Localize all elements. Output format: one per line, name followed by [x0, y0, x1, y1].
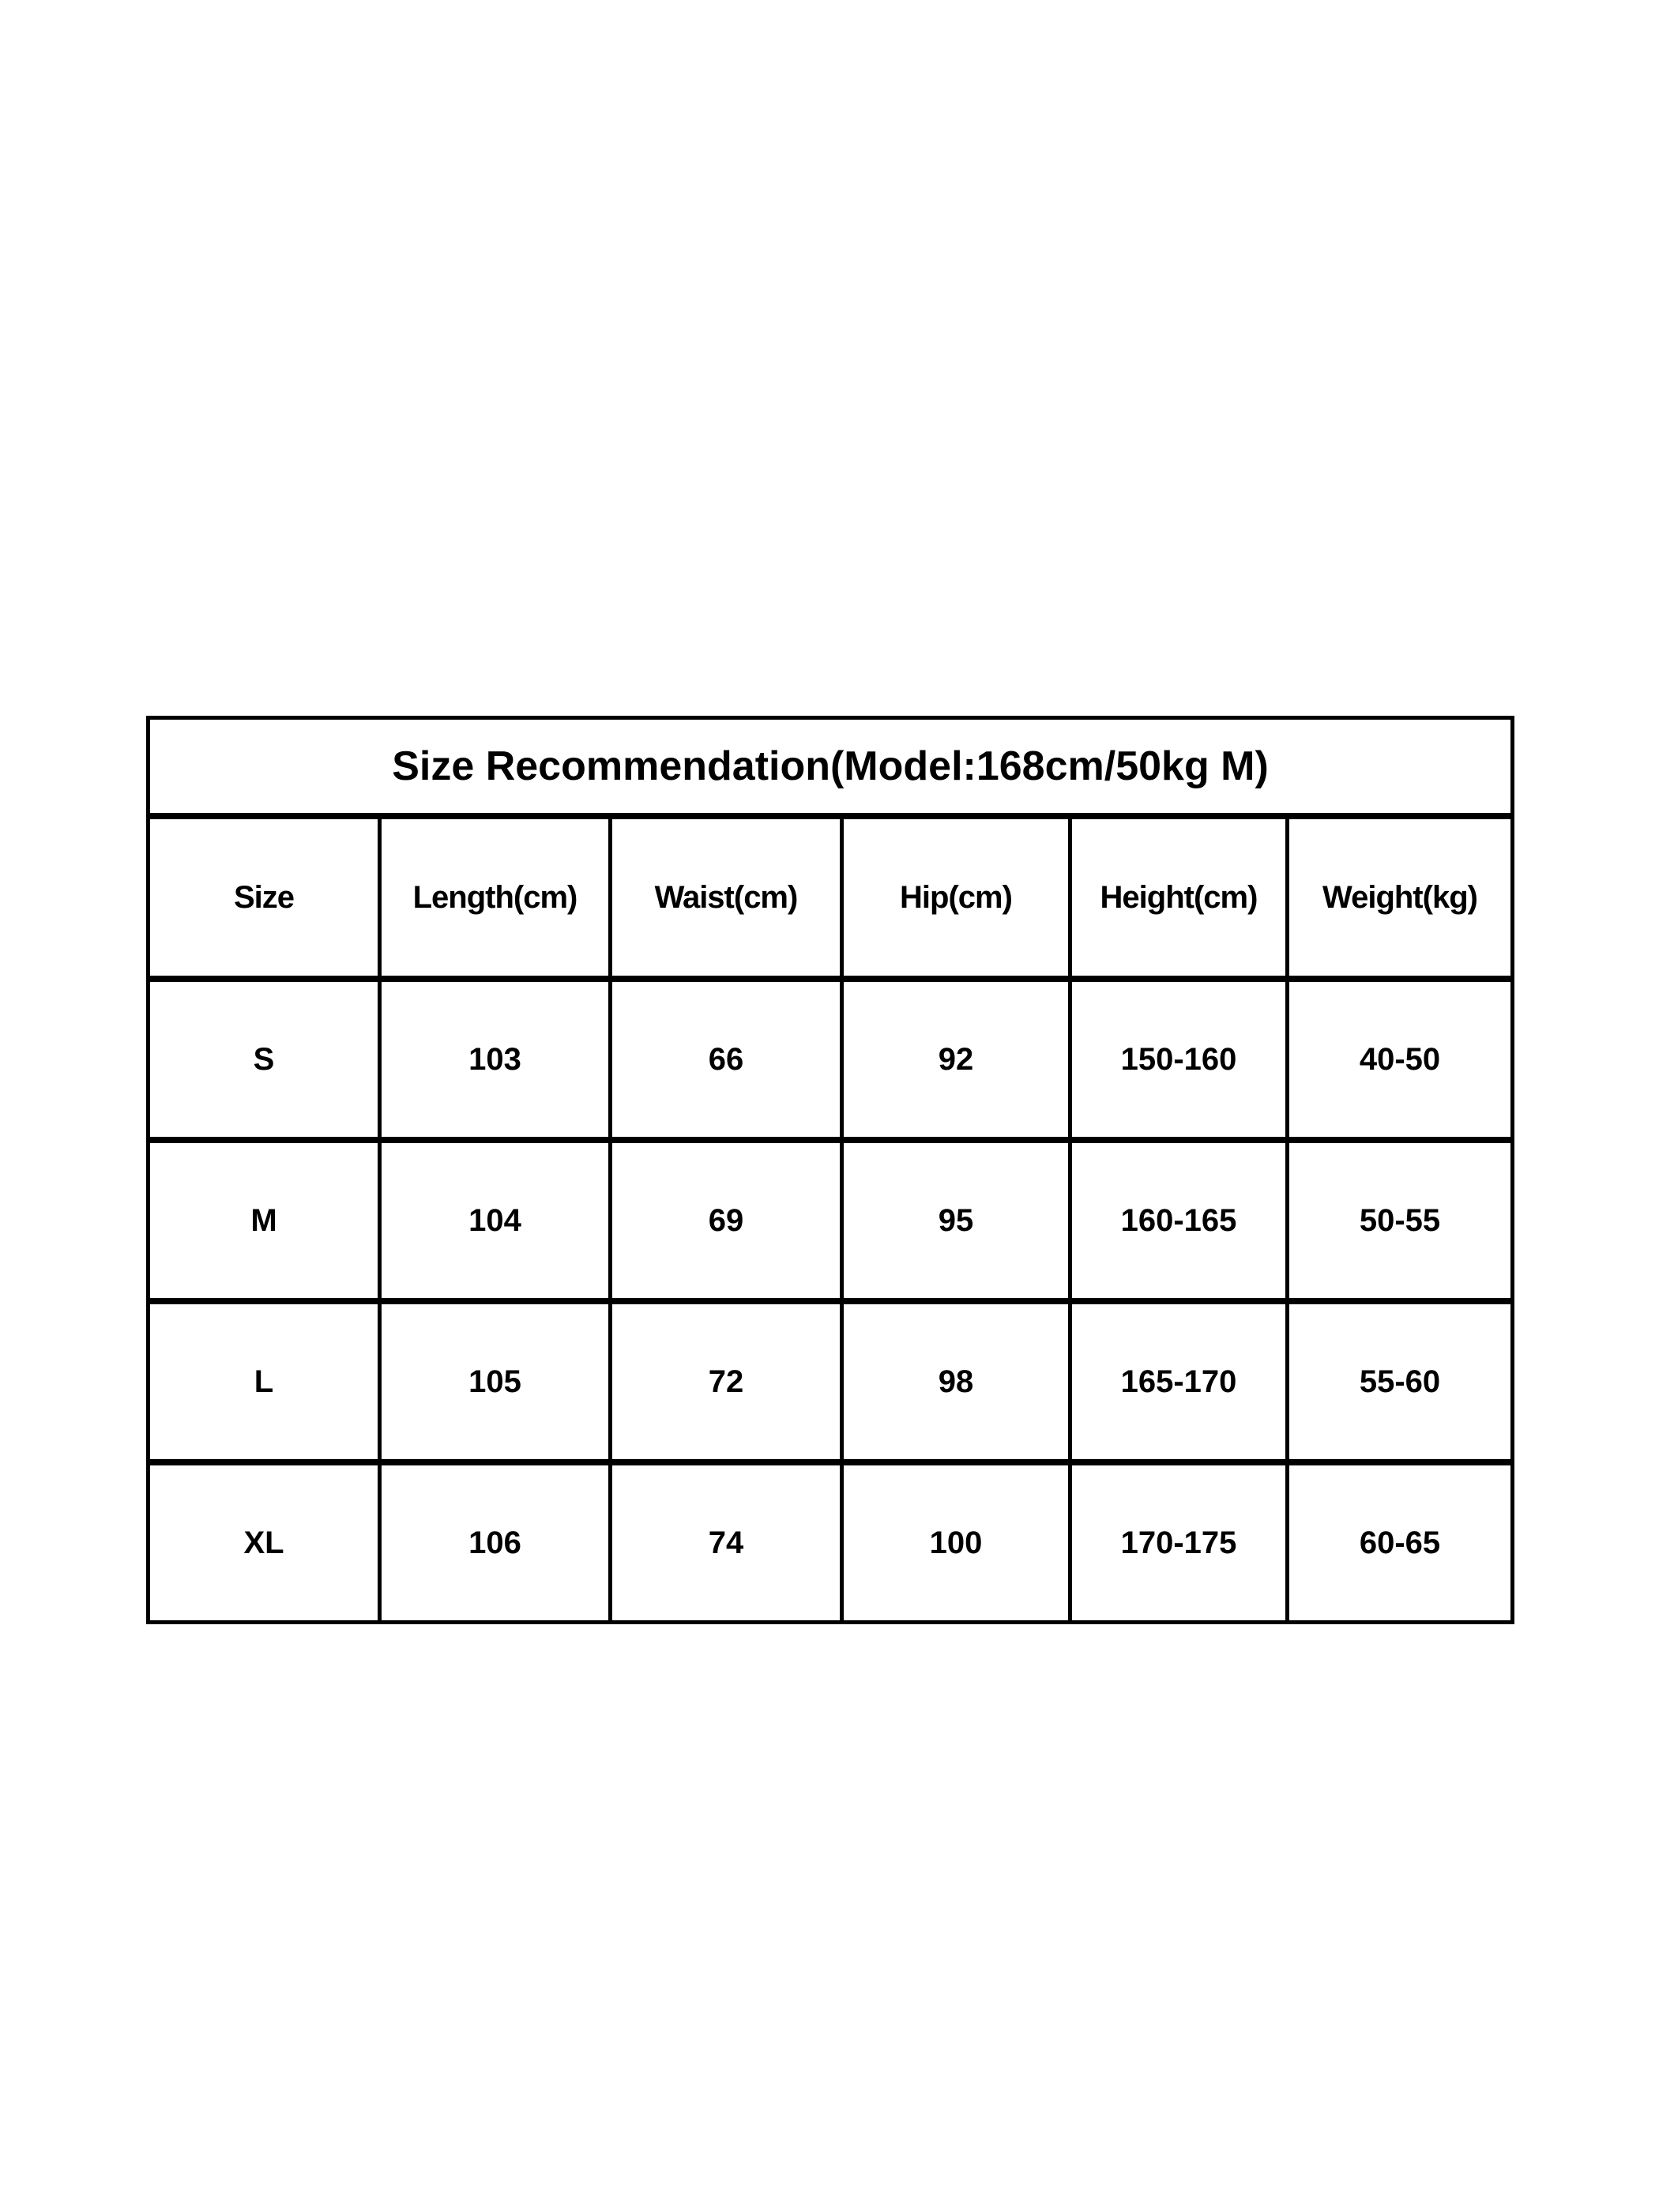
table-cell: 105 — [380, 1301, 611, 1462]
table-cell: 50-55 — [1288, 1140, 1513, 1301]
size-label-cell: L — [149, 1301, 380, 1462]
table-title: Size Recommendation(Model:168cm/50kg M) — [149, 718, 1513, 817]
table-cell: 104 — [380, 1140, 611, 1301]
table-cell: 55-60 — [1288, 1301, 1513, 1462]
header-cell-weight: Weight(kg) — [1288, 816, 1513, 979]
table-cell: 170-175 — [1070, 1462, 1288, 1623]
table-row-xl — [149, 1462, 1513, 1623]
table-cell: 98 — [842, 1301, 1070, 1462]
table-cell: 72 — [611, 1301, 842, 1462]
size-recommendation-table — [146, 716, 1514, 1624]
header-cell-waist: Waist(cm) — [611, 816, 842, 979]
table-row-m — [149, 1140, 1513, 1301]
table-cell: 74 — [611, 1462, 842, 1623]
header-cell-size: Size — [149, 816, 380, 979]
table-cell: 165-170 — [1070, 1301, 1288, 1462]
size-label-cell: M — [149, 1140, 380, 1301]
table-cell: 160-165 — [1070, 1140, 1288, 1301]
table-row-l — [149, 1301, 1513, 1462]
table-header-row — [149, 816, 1513, 979]
header-cell-length: Length(cm) — [380, 816, 611, 979]
size-label-cell: S — [149, 979, 380, 1140]
table-cell: 40-50 — [1288, 979, 1513, 1140]
header-cell-hip: Hip(cm) — [842, 816, 1070, 979]
table-cell: 60-65 — [1288, 1462, 1513, 1623]
size-label-cell: XL — [149, 1462, 380, 1623]
table-cell: 103 — [380, 979, 611, 1140]
table-cell: 106 — [380, 1462, 611, 1623]
table-title-row — [149, 718, 1513, 817]
table-cell: 69 — [611, 1140, 842, 1301]
table-cell: 92 — [842, 979, 1070, 1140]
table-cell: 150-160 — [1070, 979, 1288, 1140]
table-row-s — [149, 979, 1513, 1140]
table-cell: 95 — [842, 1140, 1070, 1301]
header-cell-height: Height(cm) — [1070, 816, 1288, 979]
table-cell: 66 — [611, 979, 842, 1140]
table-cell: 100 — [842, 1462, 1070, 1623]
